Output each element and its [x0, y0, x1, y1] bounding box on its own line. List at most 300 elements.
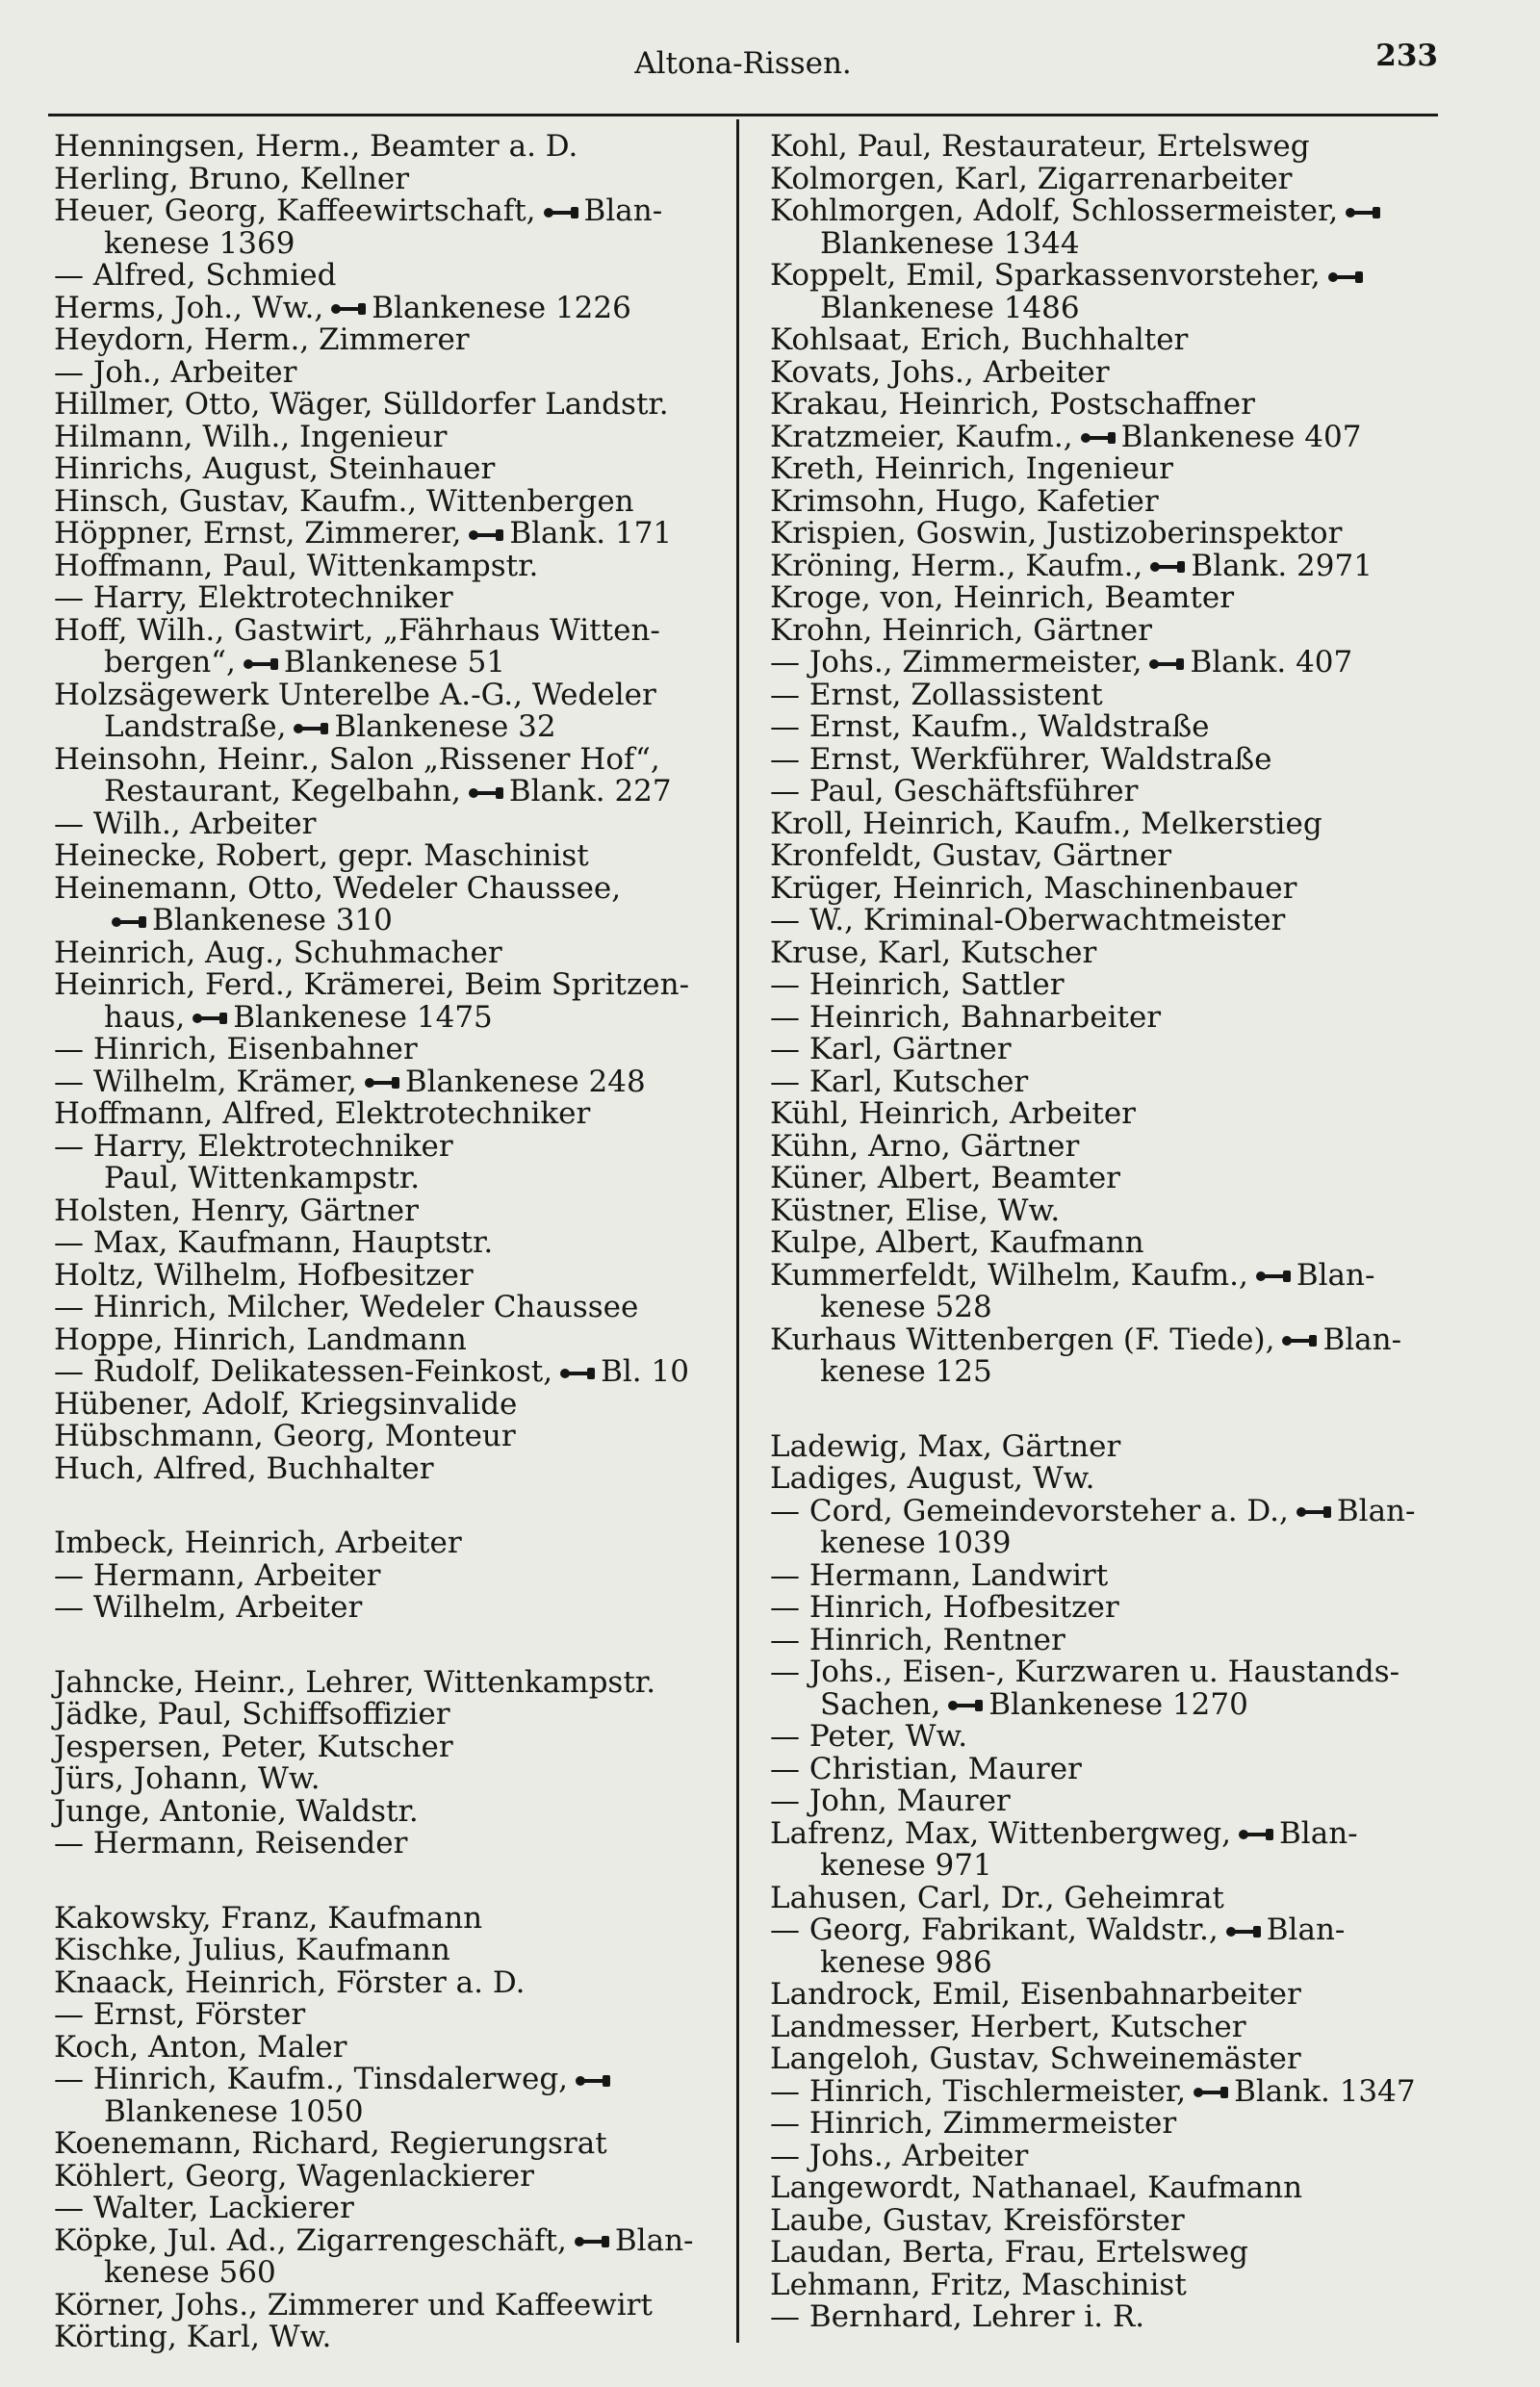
entry-text: — Walter, Lackierer — [54, 2191, 354, 2225]
continuation-text: Restaurant, Kegelbahn, — [104, 774, 461, 808]
entry-text: Jespersen, Peter, Kutscher — [54, 1729, 453, 1764]
entry-text: — Max, Kaufmann, Hauptstr. — [54, 1225, 494, 1260]
directory-entry — [54, 483, 728, 519]
directory-entry — [770, 354, 1444, 390]
directory-entry — [54, 1034, 728, 1066]
entry-text: Kurhaus Wittenbergen (F. Tiede), — [770, 1322, 1275, 1357]
directory-entry — [770, 969, 1444, 1002]
directory-entry — [54, 612, 728, 680]
telephone-icon — [1081, 431, 1116, 445]
directory-entry — [770, 2172, 1444, 2205]
entry-text: Laube, Gustav, Kreisförster — [770, 2202, 1185, 2238]
directory-entry — [770, 195, 1444, 260]
entry-text: Küstner, Elise, Ww. — [770, 1193, 1061, 1228]
entry-text: Kroll, Heinrich, Kaufm., Melkerstieg — [770, 806, 1322, 841]
directory-entry — [54, 1999, 728, 2032]
entry-text: Hinsch, Gustav, Kaufm., Wittenbergen — [54, 483, 634, 519]
telephone-icon — [1226, 1925, 1261, 1938]
telephone-icon — [469, 528, 503, 542]
entry-text: — Hermann, Landwirt — [770, 1557, 1109, 1593]
entry-continuation — [54, 711, 728, 744]
continuation-text: haus, — [104, 999, 186, 1035]
directory-entry — [770, 2267, 1444, 2302]
directory-entry — [54, 1527, 728, 1560]
directory-entry — [54, 2322, 728, 2354]
directory-entry — [770, 1751, 1444, 1786]
directory-entry — [770, 1557, 1444, 1593]
directory-entry — [770, 1493, 1444, 1560]
entry-text: — Bernhard, Lehrer i. R. — [770, 2299, 1145, 2334]
directory-entry — [54, 840, 728, 873]
entry-text: Hillmer, Otto, Wäger, Sülldorfer Landstr. — [54, 387, 669, 422]
entry-text: — Hinrich, Eisenbahner — [54, 1032, 418, 1066]
directory-entry — [770, 1227, 1444, 1260]
directory-entry — [770, 1463, 1444, 1496]
entry-phone-text: Blan- — [583, 193, 663, 228]
directory-entry — [54, 1163, 728, 1195]
entry-text: — Karl, Kutscher — [770, 1064, 1029, 1099]
directory-entry — [770, 1163, 1444, 1195]
entry-text: Holzsägewerk Unterelbe A.-G., Wedeler — [54, 677, 656, 712]
entry-text: Heinsohn, Heinr., Salon „Rissener Hof“, — [54, 741, 660, 777]
entry-text: Kühn, Arno, Gärtner — [770, 1128, 1080, 1164]
telephone-icon — [576, 2074, 610, 2088]
telephone-icon — [1256, 1270, 1291, 1283]
entry-continuation — [54, 905, 728, 937]
directory-entry — [54, 195, 728, 260]
entry-text: Herling, Bruno, Kellner — [54, 161, 410, 196]
entry-text: Langeloh, Gustav, Schweinemäster — [770, 2041, 1301, 2076]
entry-text: Henningsen, Herm., Beamter a. D. — [54, 129, 578, 164]
section-gap — [54, 1485, 728, 1527]
entry-phone-text: Blank. 1347 — [1234, 2073, 1416, 2109]
telephone-icon — [1296, 1505, 1331, 1519]
telephone-icon — [112, 915, 146, 929]
directory-entry — [54, 260, 728, 293]
telephone-icon — [1328, 270, 1363, 284]
directory-entry — [770, 324, 1444, 357]
entry-text: Imbeck, Heinrich, Arbeiter — [54, 1526, 462, 1560]
directory-entry — [54, 1763, 728, 1796]
entry-text: — Peter, Ww. — [770, 1719, 968, 1754]
directory-entry — [770, 1195, 1444, 1228]
directory-entry — [770, 647, 1444, 680]
entry-continuation — [770, 225, 1444, 261]
directory-entry — [54, 1664, 728, 1700]
entry-continuation — [54, 776, 728, 808]
continuation-text: kenese 971 — [820, 1848, 992, 1883]
entry-text: Kronfeldt, Gustav, Gärtner — [770, 838, 1172, 873]
directory-entry — [54, 161, 728, 196]
telephone-icon — [331, 302, 366, 316]
entry-text: Kroge, von, Heinrich, Beamter — [770, 580, 1235, 615]
entry-phone-text: Blan- — [1296, 1257, 1375, 1293]
entry-text: Kühl, Heinrich, Arbeiter — [770, 1096, 1136, 1131]
directory-entry — [54, 548, 728, 583]
continuation-phone-text: Blankenese 1270 — [988, 1686, 1248, 1722]
directory-entry — [54, 2064, 728, 2128]
entry-text: — Wilh., Arbeiter — [54, 806, 317, 841]
entry-continuation — [54, 999, 728, 1035]
directory-entry — [770, 1066, 1444, 1099]
entry-text: Krohn, Heinrich, Gärtner — [770, 612, 1152, 648]
continuation-phone-text: Blankenese 51 — [283, 645, 506, 680]
directory-entry — [770, 612, 1444, 648]
entry-text: Lehmann, Fritz, Maschinist — [770, 2267, 1187, 2302]
entry-phone-text: Blank. 407 — [1190, 645, 1353, 680]
directory-entry — [770, 937, 1444, 970]
left-column — [54, 131, 728, 2354]
continuation-text: Blankenese 1486 — [820, 290, 1080, 325]
entry-text: Koppelt, Emil, Sparkassenvorsteher, — [770, 258, 1321, 293]
entry-text: Krüger, Heinrich, Maschinenbauer — [770, 870, 1297, 906]
entry-text: Köpke, Jul. Ad., Zigarrengeschäft, — [54, 2222, 567, 2258]
directory-entry — [770, 999, 1444, 1035]
directory-entry — [54, 1793, 728, 1829]
continuation-text: kenese 986 — [820, 1944, 992, 1980]
entry-text: Knaack, Heinrich, Förster a. D. — [54, 1964, 526, 2000]
directory-entry — [54, 677, 728, 744]
telephone-icon — [1239, 1828, 1273, 1841]
entry-text: Heydorn, Herm., Zimmerer — [54, 322, 470, 357]
continuation-text: kenese 560 — [104, 2255, 276, 2290]
continuation-phone-text: Blankenese 310 — [152, 903, 393, 937]
directory-entry — [770, 1656, 1444, 1721]
directory-entry — [770, 548, 1444, 583]
entry-text: — Christian, Maurer — [770, 1751, 1082, 1786]
directory-entry — [54, 1356, 728, 1389]
entry-text: Koenemann, Richard, Regierungsrat — [54, 2126, 607, 2161]
entry-text: Küner, Albert, Beamter — [770, 1161, 1120, 1195]
directory-entry — [54, 2029, 728, 2065]
entry-text: Hübener, Adolf, Kriegsinvalide — [54, 1386, 518, 1422]
directory-entry — [770, 905, 1444, 937]
entry-text: — Paul, Geschäftsführer — [770, 774, 1139, 808]
directory-entry — [54, 419, 728, 454]
directory-entry — [54, 518, 728, 551]
entry-text: Kakowsky, Franz, Kaufmann — [54, 1900, 483, 1936]
entry-text: Paul, Wittenkampstr. — [104, 1161, 421, 1195]
directory-entry — [770, 2009, 1444, 2044]
entry-text: Hinrichs, August, Steinhauer — [54, 451, 496, 486]
entry-continuation — [770, 1527, 1444, 1560]
entry-text: Krispien, Goswin, Justizoberinspektor — [770, 516, 1343, 551]
directory-entry — [770, 453, 1444, 486]
directory-entry — [54, 131, 728, 164]
continuation-text: kenese 528 — [820, 1290, 992, 1324]
directory-entry — [54, 937, 728, 970]
entry-text: — Hinrich, Rentner — [770, 1622, 1065, 1657]
entry-phone-text: Blank. 171 — [509, 516, 673, 551]
entry-phone-text: Blankenese 1226 — [372, 290, 631, 325]
directory-entry — [770, 2301, 1444, 2334]
directory-entry — [770, 483, 1444, 519]
entry-text: — Heinrich, Bahnarbeiter — [770, 999, 1162, 1035]
directory-entry — [770, 1257, 1444, 1324]
entry-text: — Ernst, Zollassistent — [770, 677, 1103, 712]
entry-text: — Wilhelm, Krämer, — [54, 1064, 357, 1099]
continuation-phone-text: Blankenese 32 — [334, 709, 556, 744]
entry-text: — Ernst, Förster — [54, 1997, 306, 2032]
directory-entry — [54, 354, 728, 390]
entry-text: Jürs, Johann, Ww. — [54, 1761, 321, 1796]
directory-entry — [54, 741, 728, 808]
directory-entry — [770, 2237, 1444, 2270]
directory-entry — [54, 1257, 728, 1293]
entry-text: Körner, Johs., Zimmerer und Kaffeewirt — [54, 2287, 653, 2323]
entry-text: Kolmorgen, Karl, Zigarrenarbeiter — [770, 161, 1293, 196]
directory-entry — [770, 2073, 1444, 2109]
entry-text: — Alfred, Schmied — [54, 258, 337, 293]
directory-entry — [770, 582, 1444, 615]
entry-text: Herms, Joh., Ww., — [54, 290, 324, 325]
telephone-icon — [1346, 206, 1380, 219]
entry-phone-text: Blankenese 407 — [1120, 419, 1362, 454]
continuation-text: Sachen, — [820, 1686, 941, 1722]
directory-entry — [770, 2108, 1444, 2141]
directory-entry — [770, 870, 1444, 906]
entry-phone-text: Blan- — [1336, 1493, 1416, 1528]
continuation-phone-text: Blankenese 1475 — [233, 999, 493, 1035]
directory-entry — [770, 419, 1444, 454]
directory-entry — [770, 161, 1444, 196]
entry-text: Köhlert, Georg, Wagenlackierer — [54, 2158, 534, 2194]
directory-entry — [54, 1098, 728, 1131]
directory-entry — [54, 290, 728, 325]
telephone-icon — [575, 2235, 609, 2248]
entry-text: — Georg, Fabrikant, Waldstr., — [770, 1912, 1219, 1947]
running-title: Altona-Rissen. — [634, 46, 852, 81]
directory-entry — [54, 1324, 728, 1357]
entry-text: Holsten, Henry, Gärtner — [54, 1193, 419, 1228]
column-divider — [736, 119, 739, 2343]
directory-entry — [54, 1195, 728, 1228]
entry-phone-text: Blankenese 248 — [404, 1064, 646, 1099]
entry-text: — Hermann, Reisender — [54, 1826, 408, 1861]
entry-phone-text: Blan- — [1279, 1815, 1358, 1851]
section-gap — [54, 1625, 728, 1667]
directory-entry — [770, 1034, 1444, 1066]
entry-text: Junge, Antonie, Waldstr. — [54, 1793, 419, 1829]
directory-entry — [770, 1785, 1444, 1818]
directory-entry — [54, 969, 728, 1034]
entry-text: — Ernst, Werkführer, Waldstraße — [770, 741, 1272, 777]
entry-phone-text: Blan- — [1266, 1912, 1346, 1947]
entry-continuation — [54, 647, 728, 680]
directory-entry — [770, 776, 1444, 808]
entry-text: Ladiges, August, Ww. — [770, 1461, 1095, 1496]
telephone-icon — [560, 1367, 595, 1380]
continuation-text: kenese 1039 — [820, 1526, 1012, 1560]
continuation-text: Landstraße, — [104, 709, 287, 744]
directory-entry — [54, 389, 728, 422]
continuation-phone-text: Blank. 227 — [508, 774, 672, 808]
entry-text: Heinrich, Ferd., Krämerei, Beim Spritzen- — [54, 967, 690, 1002]
entry-text: Kruse, Karl, Kutscher — [770, 935, 1097, 970]
entry-continuation — [770, 1292, 1444, 1324]
directory-entry — [54, 1128, 728, 1164]
entry-text: Kröning, Herm., Kaufm., — [770, 548, 1143, 583]
directory-entry — [54, 1699, 728, 1732]
telephone-icon — [244, 657, 278, 671]
entry-text: — Ernst, Kaufm., Waldstraße — [770, 709, 1210, 744]
directory-entry — [770, 1622, 1444, 1657]
directory-entry — [54, 2193, 728, 2225]
telephone-icon — [1149, 657, 1184, 671]
entry-text: Hübschmann, Georg, Monteur — [54, 1419, 516, 1453]
page-number: 233 — [1375, 38, 1438, 73]
section-gap — [54, 1861, 728, 1903]
entry-continuation — [770, 1944, 1444, 1980]
entry-text: — Joh., Arbeiter — [54, 354, 297, 390]
entry-continuation — [54, 2093, 728, 2129]
entry-text: — Hinrich, Kaufm., Tinsdalerweg, — [54, 2062, 569, 2096]
directory-entry — [770, 1815, 1444, 1883]
section-gap — [770, 1389, 1444, 1431]
continuation-text: kenese 1369 — [104, 225, 295, 261]
telephone-icon — [1282, 1334, 1317, 1348]
entry-continuation — [770, 1686, 1444, 1722]
entry-text: — Hinrich, Milcher, Wedeler Chaussee — [54, 1290, 639, 1324]
entry-phone-text: Blan- — [1322, 1322, 1402, 1357]
directory-entry — [54, 453, 728, 486]
entry-text: Kovats, Johs., Arbeiter — [770, 354, 1110, 390]
entry-text: — Karl, Gärtner — [770, 1032, 1012, 1066]
directory-entry — [770, 2138, 1444, 2173]
directory-entry — [54, 2287, 728, 2323]
entry-text: Laudan, Berta, Frau, Ertelsweg — [770, 2235, 1248, 2270]
directory-entry — [54, 1066, 728, 1099]
entry-text: Kummerfeldt, Wilhelm, Kaufm., — [770, 1257, 1248, 1293]
telephone-icon — [192, 1012, 227, 1025]
entry-text: — Rudolf, Delikatessen-Feinkost, — [54, 1354, 553, 1389]
entry-phone-text: Blan- — [614, 2222, 694, 2258]
entry-text: — Harry, Elektrotechniker — [54, 580, 453, 615]
directory-entry — [770, 1880, 1444, 1915]
directory-entry — [770, 1914, 1444, 1979]
entry-text: Kohlsaat, Erich, Buchhalter — [770, 322, 1189, 357]
directory-entry — [54, 870, 728, 937]
entry-text: Kulpe, Albert, Kaufmann — [770, 1225, 1144, 1260]
entry-text: Krimsohn, Hugo, Kafetier — [770, 483, 1159, 519]
entry-text: — Harry, Elektrotechniker — [54, 1128, 453, 1164]
directory-entry — [54, 1421, 728, 1453]
entry-text: Heinecke, Robert, gepr. Maschinist — [54, 838, 589, 873]
entry-text: — Heinrich, Sattler — [770, 967, 1065, 1002]
directory-entry — [54, 2158, 728, 2194]
directory-entry — [54, 1964, 728, 2000]
entry-text: Körting, Karl, Ww. — [54, 2320, 332, 2354]
entry-text: Lafrenz, Max, Wittenbergweg, — [770, 1815, 1232, 1851]
entry-text: Kratzmeier, Kaufm., — [770, 419, 1073, 454]
entry-text: Hoff, Wilh., Gastwirt, „Fährhaus Witten- — [54, 612, 660, 648]
entry-continuation — [770, 290, 1444, 325]
continuation-text: Blankenese 1050 — [104, 2093, 364, 2129]
directory-entry — [770, 131, 1444, 164]
directory-entry — [54, 1450, 728, 1486]
entry-text: Kreth, Heinrich, Ingenieur — [770, 451, 1173, 486]
entry-text: — W., Kriminal-Oberwachtmeister — [770, 903, 1286, 937]
directory-entry — [54, 582, 728, 615]
directory-entry — [54, 1729, 728, 1764]
right-column — [770, 131, 1444, 2334]
page-header — [48, 38, 1438, 83]
continuation-text: kenese 125 — [820, 1354, 992, 1389]
entry-text: — Hinrich, Tischlermeister, — [770, 2073, 1187, 2109]
directory-entry — [770, 840, 1444, 873]
directory-entry — [770, 1098, 1444, 1131]
entry-phone-text: Blank. 2971 — [1191, 548, 1373, 583]
entry-text: Landmesser, Herbert, Kutscher — [770, 2009, 1246, 2044]
entry-text: Höppner, Ernst, Zimmerer, — [54, 516, 462, 551]
directory-entry — [54, 1900, 728, 1936]
entry-text: Langewordt, Nathanael, Kaufmann — [770, 2170, 1303, 2205]
directory-entry — [770, 1428, 1444, 1464]
entry-text: Lahusen, Carl, Dr., Geheimrat — [770, 1880, 1224, 1915]
continuation-text: bergen“, — [104, 645, 236, 680]
entry-text: — Hinrich, Zimmermeister — [770, 2106, 1177, 2141]
entry-text: Heinrich, Aug., Schuhmacher — [54, 935, 502, 970]
entry-text: — Johs., Zimmermeister, — [770, 645, 1142, 680]
entry-continuation — [770, 1850, 1444, 1883]
entry-text: Hilmann, Wilh., Ingenieur — [54, 419, 448, 454]
entry-text: — Wilhelm, Arbeiter — [54, 1590, 363, 1625]
entry-continuation — [54, 2257, 728, 2290]
directory-entry — [770, 741, 1444, 777]
directory-entry — [54, 1557, 728, 1593]
directory-entry — [54, 1292, 728, 1324]
entry-text: Kohlmorgen, Adolf, Schlossermeister, — [770, 193, 1339, 228]
entry-text: — Hinrich, Hofbesitzer — [770, 1590, 1119, 1625]
entry-text: Holtz, Wilhelm, Hofbesitzer — [54, 1257, 474, 1293]
entry-text: — Johs., Eisen-, Kurzwaren u. Haustands- — [770, 1655, 1400, 1689]
entry-text: — Hermann, Arbeiter — [54, 1557, 381, 1593]
directory-entry — [770, 1592, 1444, 1625]
directory-entry — [54, 1828, 728, 1861]
entry-text: Kischke, Julius, Kaufmann — [54, 1933, 450, 1967]
entry-text: Hoppe, Hinrich, Landmann — [54, 1322, 467, 1357]
directory-entry — [54, 2128, 728, 2161]
directory-entry — [770, 1979, 1444, 2012]
entry-text: Kohl, Paul, Restaurateur, Ertelsweg — [770, 129, 1310, 164]
directory-entry — [770, 677, 1444, 712]
directory-entry — [770, 2043, 1444, 2076]
directory-entry — [54, 1386, 728, 1422]
telephone-icon — [1150, 560, 1185, 574]
entry-text: Hoffmann, Alfred, Elektrotechniker — [54, 1096, 591, 1131]
telephone-icon — [469, 786, 503, 800]
entry-text: — John, Maurer — [770, 1784, 1011, 1818]
entry-text: Heuer, Georg, Kaffeewirtschaft, — [54, 193, 536, 228]
entry-text: Krakau, Heinrich, Postschaffner — [770, 387, 1255, 422]
directory-entry — [770, 711, 1444, 744]
entry-text: Jädke, Paul, Schiffsoffizier — [54, 1697, 450, 1732]
directory-entry — [54, 1592, 728, 1625]
entry-continuation — [54, 225, 728, 261]
entry-text: — Johs., Arbeiter — [770, 2138, 1029, 2173]
telephone-icon — [544, 206, 578, 219]
directory-entry — [770, 260, 1444, 324]
directory-entry — [770, 1721, 1444, 1754]
telephone-icon — [1194, 2086, 1228, 2099]
continuation-text: Blankenese 1344 — [820, 225, 1080, 261]
telephone-icon — [294, 722, 328, 735]
entry-phone-text: Bl. 10 — [601, 1354, 689, 1389]
directory-entry — [770, 1128, 1444, 1164]
telephone-icon — [948, 1699, 983, 1712]
directory-entry — [54, 808, 728, 841]
entry-text: — Cord, Gemeindevorsteher a. D., — [770, 1493, 1289, 1528]
